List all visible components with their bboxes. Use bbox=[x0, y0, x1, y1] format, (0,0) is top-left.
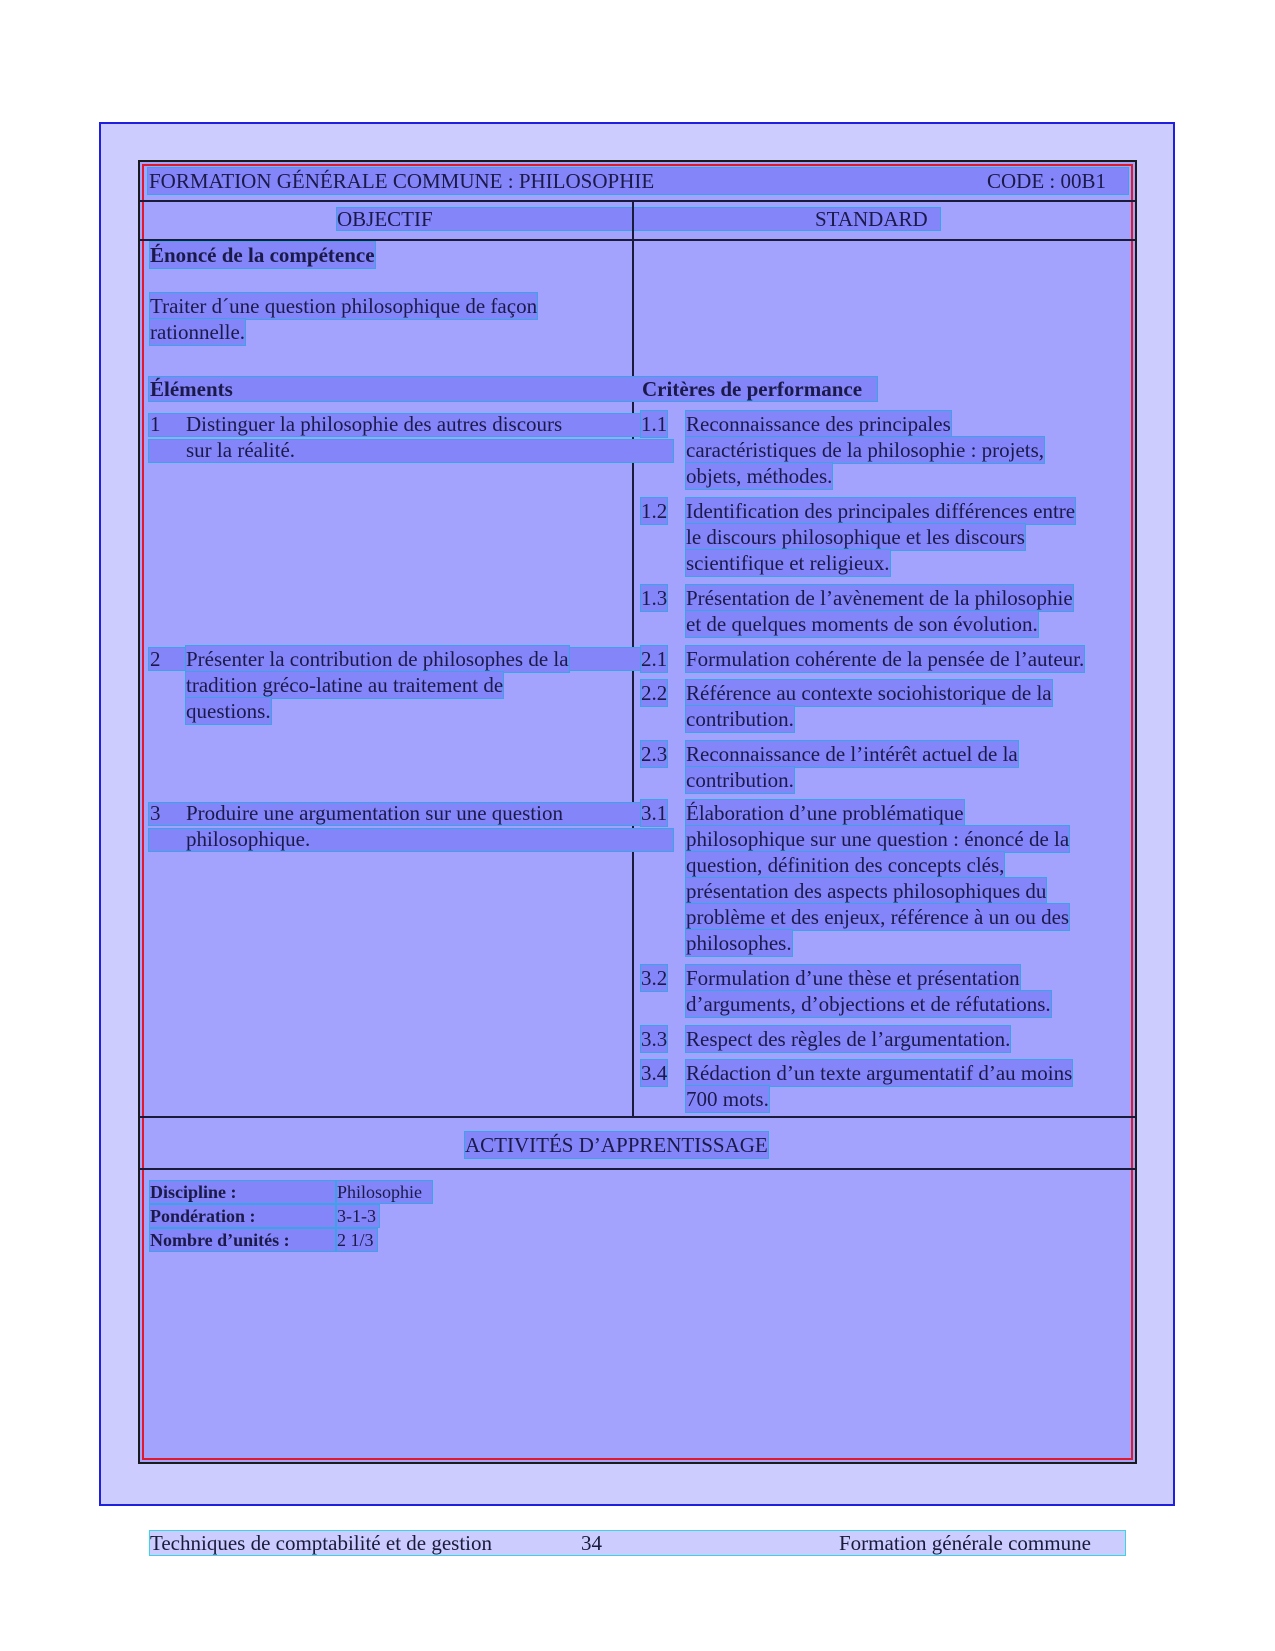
criterion-line: objets, méthodes. bbox=[686, 464, 833, 488]
column-objectif: OBJECTIF bbox=[337, 207, 433, 231]
footer-program: Techniques de comptabilité et de gestion bbox=[150, 1531, 493, 1555]
header-divider bbox=[140, 200, 1135, 202]
element-number: 3 bbox=[150, 801, 161, 825]
form-title: FORMATION GÉNÉRALE COMMUNE : PHILOSOPHIE bbox=[149, 169, 655, 193]
activity-label: Nombre d’unités : bbox=[150, 1229, 335, 1251]
element-line: tradition gréco-latine au traitement de bbox=[186, 673, 504, 697]
column-standard: STANDARD bbox=[815, 207, 928, 231]
criterion-line: contribution. bbox=[686, 707, 794, 731]
activities-heading: ACTIVITÉS D’APPRENTISSAGE bbox=[465, 1133, 768, 1157]
criterion-number: 1.2 bbox=[641, 499, 668, 523]
page-number: 34 bbox=[581, 1531, 602, 1555]
element-line: Produire une argumentation sur une question bbox=[186, 801, 563, 825]
criterion-number: 2.3 bbox=[641, 742, 668, 766]
element-line: sur la réalité. bbox=[186, 438, 296, 462]
criterion-line: Reconnaissance de l’intérêt actuel de la bbox=[686, 742, 1018, 766]
element-line: philosophique. bbox=[186, 827, 311, 851]
criterion-line: Présentation de l’avènement de la philosophie bbox=[686, 586, 1073, 610]
criterion-line: contribution. bbox=[686, 768, 794, 792]
activities-divider bbox=[140, 1168, 1135, 1170]
activity-value: 2 1/3 bbox=[337, 1229, 377, 1251]
criterion-number: 3.2 bbox=[641, 966, 668, 990]
criterion-line: problème et des enjeux, référence à un ou des bbox=[686, 905, 1070, 929]
element-number: 2 bbox=[150, 647, 161, 671]
section-divider bbox=[140, 1116, 1135, 1118]
criterion-line: Identification des principales différences entre bbox=[686, 499, 1076, 523]
criterion-line: 700 mots. bbox=[686, 1087, 769, 1111]
criterion-number: 1.3 bbox=[641, 586, 668, 610]
criterion-number: 2.2 bbox=[641, 681, 668, 705]
activity-label: Pondération : bbox=[150, 1205, 335, 1227]
criterion-line: présentation des aspects philosophiques du bbox=[686, 879, 1047, 903]
criterion-line: Respect des règles de l’argumentation. bbox=[686, 1027, 1011, 1051]
criterion-line: Formulation cohérente de la pensée de l’auteur. bbox=[686, 647, 1085, 671]
criterion-line: Rédaction d’un texte argumentatif d’au moins bbox=[686, 1061, 1073, 1085]
element-number: 1 bbox=[150, 412, 161, 436]
criterion-line: et de quelques moments de son évolution. bbox=[686, 612, 1038, 636]
criterion-line: philosophique sur une question : énoncé de la bbox=[686, 827, 1070, 851]
criterion-line: Formulation d’une thèse et présentation bbox=[686, 966, 1020, 990]
elements-heading: Éléments bbox=[150, 377, 233, 401]
criterion-line: philosophes. bbox=[686, 931, 792, 955]
footer-section: Formation générale commune bbox=[839, 1531, 1091, 1555]
criterion-line: Reconnaissance des principales bbox=[686, 412, 951, 436]
activity-value: 3-1-3 bbox=[337, 1205, 379, 1227]
criterion-line: question, définition des concepts clés, bbox=[686, 853, 1005, 877]
criterion-number: 2.1 bbox=[641, 647, 668, 671]
activity-value: Philosophie bbox=[337, 1181, 432, 1203]
competence-heading: Énoncé de la compétence bbox=[150, 243, 375, 267]
criterion-line: scientifique et religieux. bbox=[686, 551, 890, 575]
element-line: Distinguer la philosophie des autres discours bbox=[186, 412, 563, 436]
criteria-heading: Critères de performance bbox=[642, 377, 863, 401]
activity-label: Discipline : bbox=[150, 1181, 335, 1203]
column-header-divider bbox=[140, 239, 1135, 241]
criterion-line: Référence au contexte sociohistorique de la bbox=[686, 681, 1052, 705]
form-code: CODE : 00B1 bbox=[987, 169, 1107, 193]
criterion-line: Élaboration d’une problématique bbox=[686, 801, 964, 825]
criterion-number: 3.4 bbox=[641, 1061, 668, 1085]
criterion-line: d’arguments, d’objections et de réfutations. bbox=[686, 992, 1051, 1016]
criterion-line: le discours philosophique et les discours bbox=[686, 525, 1025, 549]
element-line: questions. bbox=[186, 699, 271, 723]
criterion-number: 3.1 bbox=[641, 801, 668, 825]
competence-line: Traiter d´une question philosophique de façon bbox=[150, 294, 538, 318]
criterion-number: 3.3 bbox=[641, 1027, 668, 1051]
competence-line: rationnelle. bbox=[150, 320, 246, 344]
criterion-number: 1.1 bbox=[641, 412, 668, 436]
criterion-line: caractéristiques de la philosophie : projets, bbox=[686, 438, 1045, 462]
element-line: Présenter la contribution de philosophes de la bbox=[186, 647, 569, 671]
